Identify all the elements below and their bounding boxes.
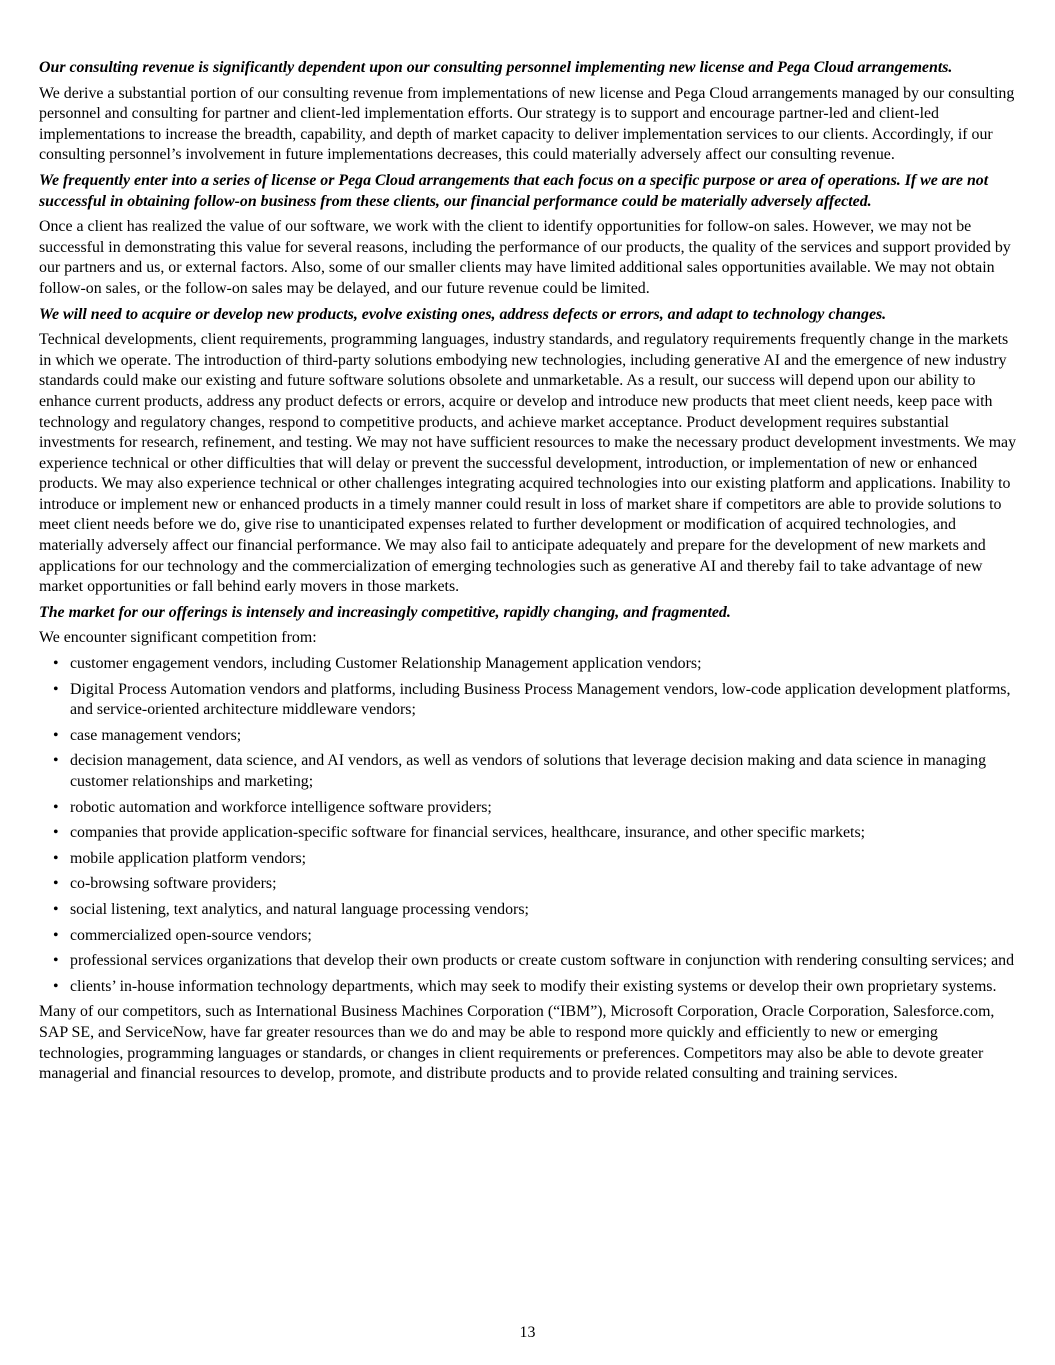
bullet-icon: • [53,752,59,770]
bullet-icon: • [53,926,59,944]
list-item-text: commercialized open-source vendors; [70,926,312,944]
list-item [39,751,1019,792]
list-item-text: Digital Process Automation vendors and platforms, including Business Process Management vendors, low-code application development platforms, and service-oriented architecture middleware vendors; [70,680,1011,719]
section-heading-competition: The market for our offerings is intensely and increasingly competitive, rapidly changing, and fragmented. [39,603,731,621]
competition-intro: We encounter significant competition from: [39,629,317,647]
bullet-icon: • [53,824,59,842]
list-item-text: social listening, text analytics, and natural language processing vendors; [70,900,529,918]
list-item-text: co-browsing software providers; [70,875,277,893]
list-item [39,951,1019,972]
bullet-icon: • [53,952,59,970]
list-item-text: mobile application platform vendors; [70,849,307,867]
list-item-text: decision management, data science, and AI vendors, as well as vendors of solutions that leverage decision making and data science in managing customer relationships and marketing; [70,752,987,790]
list-item [39,926,1019,947]
bullet-icon: • [53,900,59,918]
list-item [39,849,1019,870]
list-item-text: companies that provide application-specific software for financial services, healthcare, insurance, and other specific markets; [70,824,866,842]
list-item-text: clients’ in-house information technology departments, which may seek to modify their existing systems or develop their own proprietary systems. [70,977,997,995]
bullet-icon: • [53,726,59,744]
bullet-icon: • [53,798,59,816]
list-item [39,823,1019,844]
list-item-text: robotic automation and workforce intelligence software providers; [70,798,492,816]
section-body-consulting-revenue: We derive a substantial portion of our consulting revenue from implementations of new license and Pega Cloud arrangements managed by our consulting personnel and consulting for partner and client-led implementation efforts. Our strategy is to support and encourage partner-led and client-led implementations to increase the breadth, capability, and depth of market capacity to deliver implementation services to our clients. Accordingly, if our consulting personnel’s involvement in future implementations decreases, this could materially adversely affect our consulting revenue. [39,84,1015,164]
list-item-text: case management vendors; [70,726,242,744]
list-item [39,874,1019,895]
list-item [39,654,1019,675]
section-body-follow-on-business: Once a client has realized the value of our software, we work with the client to identify opportunities for follow-on sales. However, we may not be successful in demonstrating this value for several reasons, including the performance of our products, the quality of the services and support provided by our partners and us, or external factors. Also, some of our smaller clients may have limited additional sales opportunities available. We may not obtain follow-on sales, or the follow-on sales may be delayed, and our future revenue could be limited. [39,218,1011,297]
competitor-list [39,654,1019,997]
list-item [39,726,1019,747]
section-heading-follow-on-business: We frequently enter into a series of license or Pega Cloud arrangements that each focus on a specific purpose or area of operations. If we are not successful in obtaining follow-on business from these clients, our financial performance could be materially adversely affected. [39,171,989,210]
bullet-icon: • [53,680,59,698]
competition-closing: Many of our competitors, such as International Business Machines Corporation (“IBM”), Microsoft Corporation, Oracle Corporation, Salesforce.com, SAP SE, and ServiceNow, have far greater resources than we do and may be able to respond more quickly and efficiently to new or emerging technologies, programming languages or standards, or changes in client requirements or preferences. Competitors may also be able to devote greater managerial and financial resources to develop, promote, and distribute products and to provide related consulting and training services. [39,1003,995,1083]
bullet-icon: • [53,875,59,893]
bullet-icon: • [53,849,59,867]
list-item [39,977,1019,998]
list-item-text: customer engagement vendors, including Customer Relationship Management application vendors; [70,655,702,673]
section-heading-consulting-revenue: Our consulting revenue is significantly dependent upon our consulting personnel implementing new license and Pega Cloud arrangements. [39,59,953,76]
list-item [39,798,1019,819]
page-number: 13 [519,1324,536,1341]
section-body-new-products: Technical developments, client requirements, programming languages, industry standards, and regulatory requirements frequently change in the markets in which we operate. The introduction of third-party solutions embodying new technologies, including generative AI and the emergence of new industry standards could make our existing and future software solutions obsolete and unmarketable. As a result, our success will depend upon our ability to enhance current products, address any product defects or errors, acquire or develop and introduce new products that meet client needs, keep pace with technology and regulatory changes, respond to competitive products, and achieve market acceptance. Product development requires substantial investments for research, refinement, and testing. We may not have sufficient resources to make the necessary product development investments. We may experience technical or other difficulties that will delay or prevent the successful development, introduction, or implementation of new or enhanced products. We may also experience technical or other challenges integrating acquired technologies into our existing platform and applications. Inability to introduce or implement new or enhanced products in a timely manner could result in loss of market share if competitors are able to provide solutions to meet client needs before we do, give rise to unanticipated expenses related to further development or modification of acquired technologies, and materially adversely affect our financial performance. We may also fail to anticipate adequately and prepare for the development of new markets and applications for our technology and the commercialization of emerging technologies such as generative AI and thereby fail to take advantage of new market opportunities or fall behind early movers in those markets. [39,331,1017,596]
bullet-icon: • [53,977,59,995]
document-page [39,58,1019,1090]
bullet-icon: • [53,655,59,673]
list-item [39,900,1019,921]
section-heading-new-products: We will need to acquire or develop new products, evolve existing ones, address defects or errors, and adapt to technology changes. [39,305,887,323]
list-item-text: professional services organizations that develop their own products or create custom software in conjunction with rendering consulting services; and [70,952,1015,970]
list-item [39,680,1019,721]
